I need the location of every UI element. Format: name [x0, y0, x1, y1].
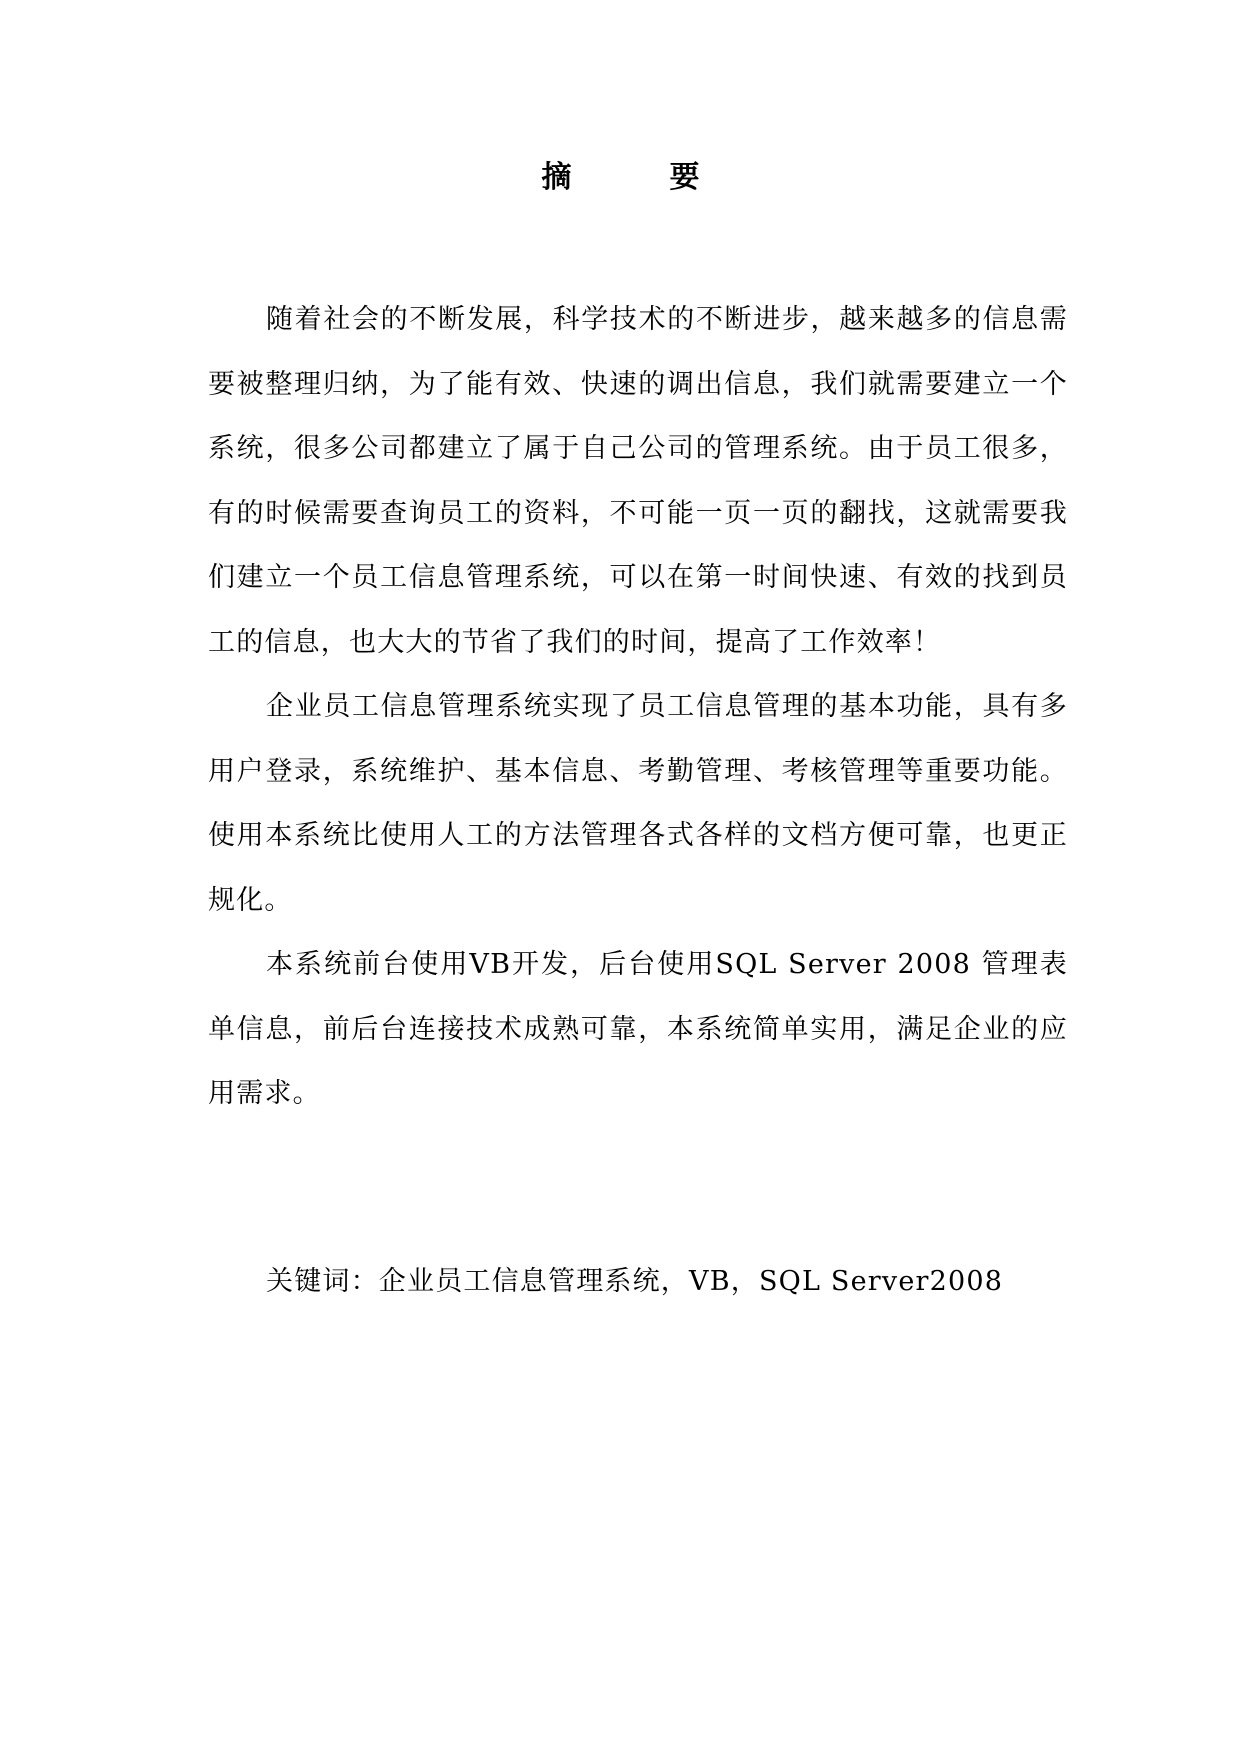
page-title: 摘 要	[541, 160, 734, 195]
abstract-body	[208, 288, 1068, 1127]
abstract-paragraph-1: 随着社会的不断发展，科学技术的不断进步，越来越多的信息需要被整理归纳，为了能有效、快速的调出信息，我们就需要建立一个系统，很多公司都建立了属于自己公司的管理系统。由于员工很多，有的时候需要查询员工的资料，不可能一页一页的翻找，这就需要我们建立一个员工信息管理系统，可以在第一时间快速、有效的找到员工的信息，也大大的节省了我们的时间，提高了工作效率！	[208, 304, 1068, 658]
abstract-paragraph-2: 企业员工信息管理系统实现了员工信息管理的基本功能，具有多用户登录，系统维护、基本信息、考勤管理、考核管理等重要功能。使用本系统比使用人工的方法管理各式各样的文档方便可靠，也更正规化。	[208, 691, 1068, 916]
abstract-paragraph-3: 本系统前台使用VB开发，后台使用SQL Server 2008 管理表单信息，前后台连接技术成熟可靠，本系统简单实用，满足企业的应用需求。	[208, 949, 1068, 1109]
keywords-line: 关键词：企业员工信息管理系统，VB，SQL Server2008	[266, 1266, 1004, 1297]
